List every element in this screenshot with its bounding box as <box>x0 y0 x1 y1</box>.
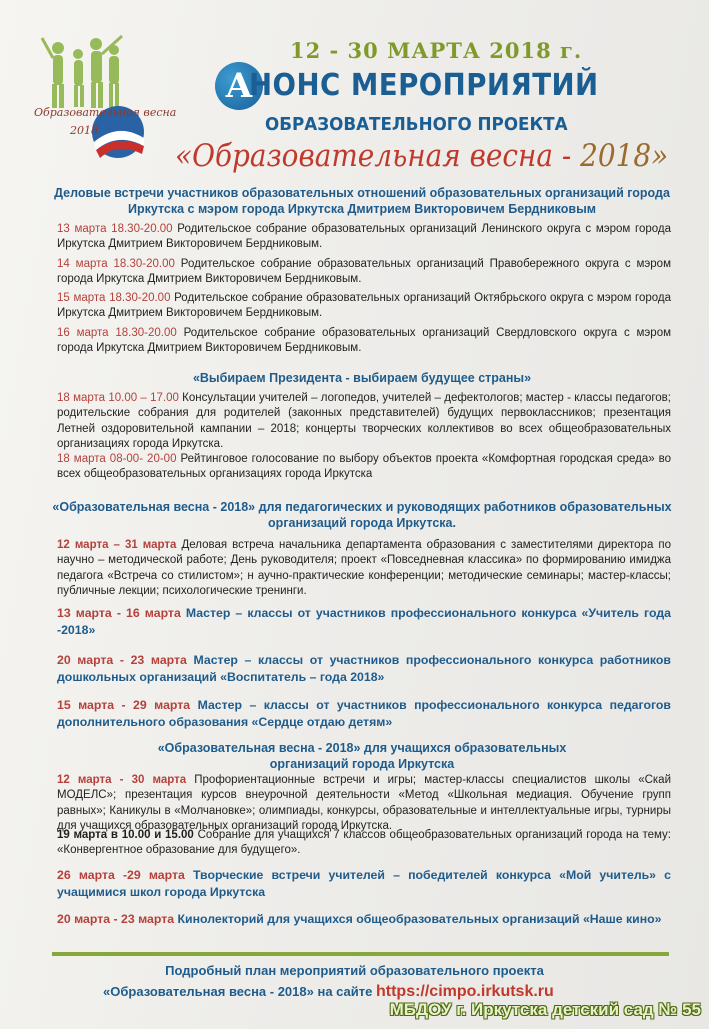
project-name <box>175 138 669 174</box>
event-text: Рейтинговое голосование по выбору объектов проекта «Комфортная городская среда» во всех общеобразовательных организациях города Иркутска <box>57 453 671 481</box>
event-item <box>57 911 671 928</box>
event-text: Профориентационные встречи и игры; мастер-классы специалистов школы «Скай МОДЕЛС»; презентация курсов внеурочной деятельности «Метод «Школьная медиация. Обучение групп равных»; Каникулы в «Молчановке»; олимпиады, конкурсы, образовательные и интеллектуальные игры, турниры для учащихся образовательных организаций города Иркутска. <box>57 774 671 832</box>
event-text: Родительское собрание образовательных организаций Октябрьского округа с мэром города Иркутска Дмитрием Викторовичем Бердниковым. <box>57 292 671 320</box>
logo-text: Образовательная весна <box>34 106 177 119</box>
project-name-text: «Образовательная весна - <box>175 138 581 174</box>
event-text: Творческие встречи учителей – победителей конкурса «Мой учитель» с учащимися школ города Иркутска <box>57 868 672 899</box>
event-text: Мастер – классы от участников профессионального конкурса работников дошкольных организаций «Воспитатель – года 2018» <box>57 653 671 684</box>
footer-text: «Образовательная весна - 2018» на сайте <box>103 984 376 999</box>
event-text: Родительское собрание образовательных организаций Ленинского округа с мэром города Иркутска Дмитрием Викторовичем Бердниковым. <box>57 223 672 251</box>
event-date: 13 марта - 16 марта <box>57 606 181 620</box>
project-name-year: 2018» <box>580 138 669 174</box>
event-date: 13 марта 18.30-20.00 <box>57 223 173 235</box>
event-date: 20 марта - 23 марта <box>57 912 175 926</box>
section-title-mayor-meetings: Деловые встречи участников образовательных отношений образовательных организаций города Иркутска с мэром города Иркутска Дмитрием Викторовичем Бердниковым <box>54 186 670 216</box>
footer-line <box>103 983 554 1001</box>
logo-year: 2018 <box>70 124 98 137</box>
project-subtitle: ОБРАЗОВАТЕЛЬНОГО ПРОЕКТА <box>265 114 568 135</box>
section-title-line: организаций города Иркутска <box>269 757 455 771</box>
event-date: 16 марта 18.30-20.00 <box>57 327 177 339</box>
event-text: Собрание для учащихся 7 классов общеобразовательных организаций города на тему: «Конвергентное образование для будущего». <box>57 829 671 857</box>
event-item <box>57 538 671 599</box>
footer-line: Подробный план мероприятий образовательного проекта <box>165 963 544 978</box>
event-date: 12 марта - 30 марта <box>57 774 187 786</box>
section-title-line: «Образовательная весна - 2018» для учащихся образовательных <box>157 741 567 755</box>
main-heading <box>215 62 655 110</box>
event-text: Родительское собрание образовательных организаций Правобережного округа с мэром города Иркутска Дмитрием Викторовичем Бердниковым. <box>57 258 671 286</box>
event-date: 19 марта в 10.00 и 15.00 <box>57 829 194 841</box>
event-item <box>57 257 671 288</box>
event-item <box>57 452 671 483</box>
event-date: 26 марта -29 марта <box>57 868 185 882</box>
event-dates: 12 - 30 МАРТА 2018 г. <box>290 38 583 63</box>
logo-image <box>30 30 177 170</box>
event-item <box>57 391 671 452</box>
event-text: Кинолекторий для учащихся общеобразовательных организаций «Наше кино» <box>174 912 662 926</box>
event-item <box>57 605 671 639</box>
watermark: МБДОУ г. Иркутска детский сад № 55 <box>389 1000 701 1019</box>
event-item <box>57 867 671 901</box>
event-date: 15 марта 18.30-20.00 <box>57 292 171 304</box>
site-link[interactable]: https://cimpo.irkutsk.ru <box>375 983 554 1000</box>
event-text: Мастер – классы от участников профессионального конкурса педагогов дополнительного образования «Сердце отдаю детям» <box>57 698 671 729</box>
heading-text: НОНС МЕРОПРИЯТИЙ <box>249 68 599 103</box>
event-date: 15 марта - 29 марта <box>57 698 191 712</box>
event-item <box>57 828 671 859</box>
event-item <box>57 773 671 834</box>
event-item <box>57 326 671 357</box>
event-item <box>57 697 671 731</box>
section-title-students <box>52 740 672 772</box>
event-text: Деловая встреча начальника департамента образования с заместителями директора по научно – методической работе; День руководителя; проект «Повседневная классика» по формированию имиджа педагога «Встреча со стилистом»; н аучно-практические конференции; методические семинары; мастер-классы; публичные лекции; психологические тренинги. <box>57 539 671 597</box>
event-text: Мастер – классы от участников профессионального конкурса «Учитель года -2018» <box>57 606 671 637</box>
footer-divider <box>52 952 669 956</box>
event-item <box>57 291 671 322</box>
heading-initial-letter: А <box>215 62 263 110</box>
event-text: Родительское собрание образовательных организаций Свердловского округа с мэром города Иркутска Дмитрием Викторовичем Бердниковым. <box>57 327 671 355</box>
event-date: 12 марта – 31 марта <box>57 539 177 551</box>
event-item <box>57 652 671 686</box>
event-date: 20 марта - 23 марта <box>57 653 187 667</box>
event-date: 18 марта 10.00 – 17.00 <box>57 392 179 404</box>
event-date: 14 марта 18.30-20.00 <box>57 258 175 270</box>
event-text: Консультации учителей – логопедов, учителей – дефектологов; мастер - классы педагогов; родительские собрания для родителей (законных представителей) будущих первоклассников; презентация Летней оздоровительной кампании – 2018; концерты творческих коллективов во всех общеобразовательных организациях города Иркутска. <box>57 392 671 450</box>
event-date: 18 марта 08-00- 20-00 <box>57 453 177 465</box>
section-title-teachers: «Образовательная весна - 2018» для педагогических и руководящих работников образовательных организаций города Иркутска. <box>52 500 672 530</box>
event-item <box>57 222 671 253</box>
section-title-president: «Выбираем Президента - выбираем будущее страны» <box>192 371 532 385</box>
